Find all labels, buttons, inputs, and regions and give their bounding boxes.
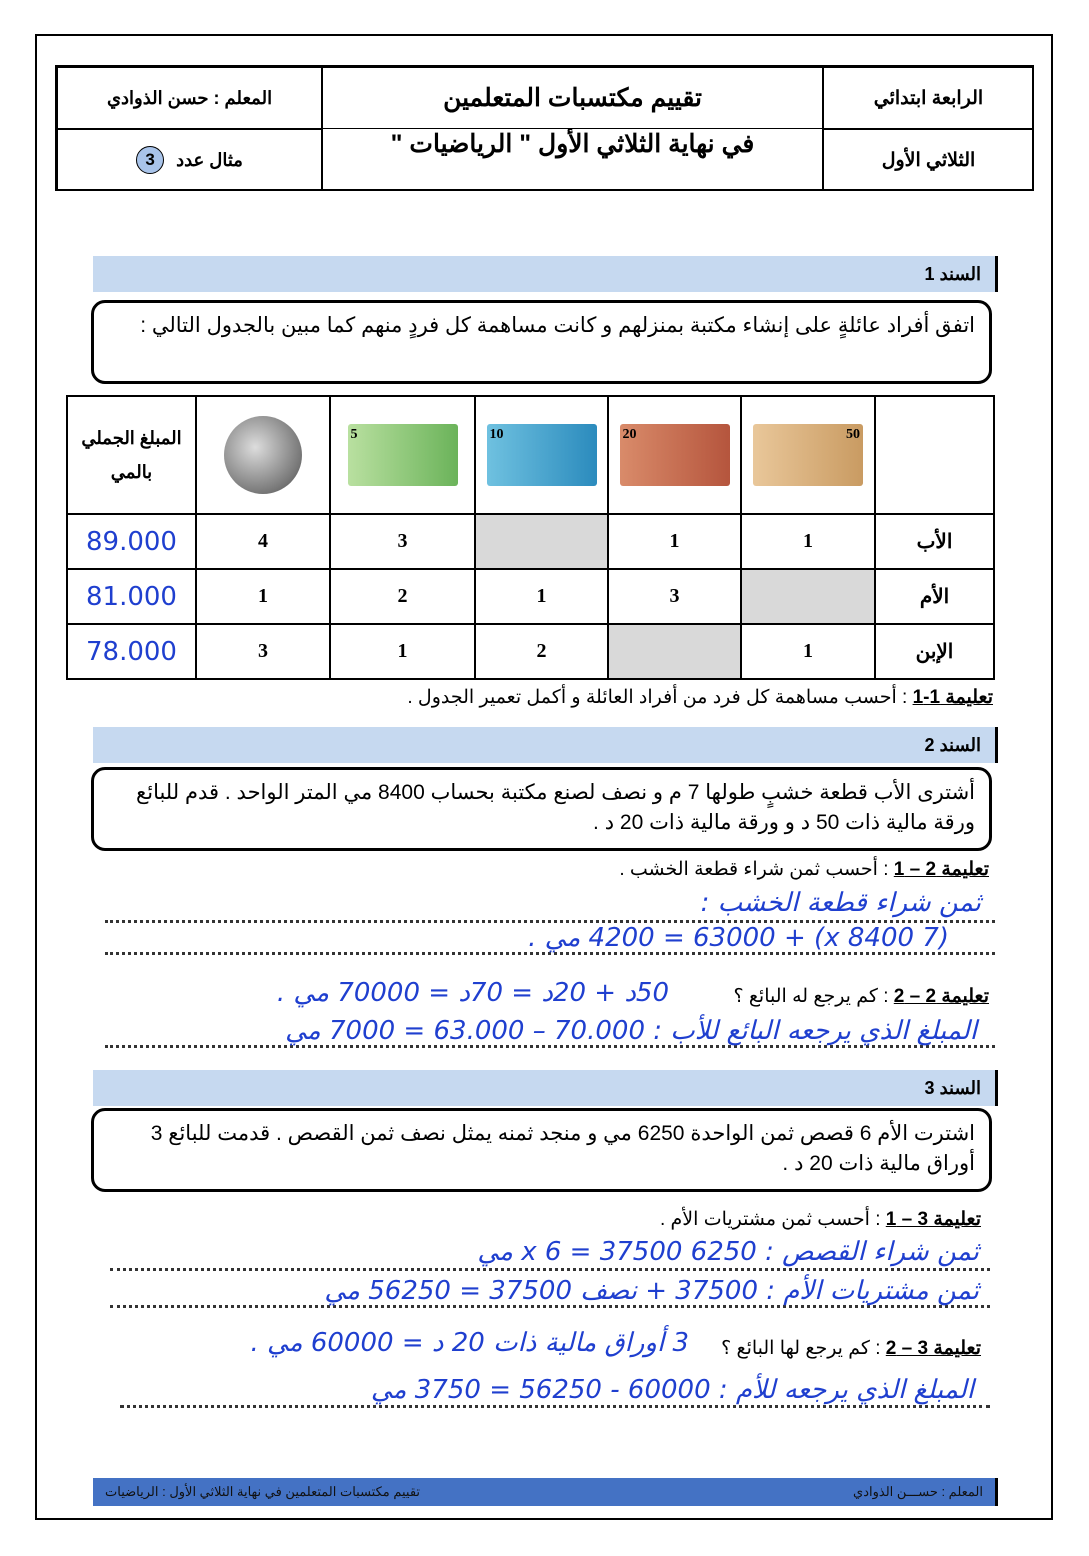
teacher-name: المعلم : حسن الذوادي bbox=[57, 67, 322, 129]
cell: 2 bbox=[330, 569, 475, 624]
banknote-20-icon bbox=[620, 424, 730, 486]
coin-icon bbox=[224, 416, 302, 494]
sanad-2-label: السند 2 bbox=[93, 727, 998, 763]
answer-line bbox=[120, 1405, 990, 1408]
cell: 1 bbox=[608, 514, 741, 569]
cell: 1 bbox=[330, 624, 475, 679]
total-header: المبلغ الجملي بالمي bbox=[67, 396, 196, 514]
title-line-2: في نهاية الثلاثي الأول " الرياضيات " bbox=[322, 129, 823, 191]
cell: 3 bbox=[196, 624, 330, 679]
cell-empty bbox=[475, 514, 608, 569]
member-cell: الإبن bbox=[875, 624, 994, 679]
instruction-text: : أحسب مساهمة كل فرد من أفراد العائلة و أكمل تعمير الجدول . bbox=[407, 687, 913, 708]
grade-level: الرابعة ابتدائي bbox=[823, 67, 1034, 129]
banknote-50-icon bbox=[753, 424, 863, 486]
sanad-1-text: اتفق أفراد عائلةٍ على إنشاء مكتبة بمنزلهم و كانت مساهمة كل فردٍ منهم كما مبين بالجدول التالي : bbox=[91, 300, 992, 384]
banknote-5-icon bbox=[348, 424, 458, 486]
instruction-text: : كم يرجع له البائع ؟ bbox=[733, 986, 894, 1007]
table-row bbox=[67, 514, 994, 569]
handwritten-answer: ثمن شراء القصص : 6250 x 6 = 37500 مي bbox=[477, 1237, 979, 1267]
table-row bbox=[67, 624, 994, 679]
instruction-number: تعليمة 3 – 2 bbox=[885, 1338, 981, 1359]
term: الثلاثي الأول bbox=[823, 129, 1034, 191]
cell: 1 bbox=[741, 514, 875, 569]
sanad-1-label: السند 1 bbox=[93, 256, 998, 292]
banknote-10-value: 10 bbox=[489, 427, 504, 442]
example-label: مثال عدد bbox=[176, 149, 243, 170]
empty-header-cell bbox=[875, 396, 994, 514]
cell-empty bbox=[608, 624, 741, 679]
banknote-20-value: 20 bbox=[622, 427, 637, 442]
instruction-number: تعليمة 3 – 1 bbox=[885, 1209, 981, 1230]
cell: 1 bbox=[196, 569, 330, 624]
contribution-table bbox=[66, 395, 995, 680]
instruction-1-1 bbox=[407, 686, 993, 709]
total-cell: 89.000 bbox=[67, 514, 196, 569]
instruction-number: تعليمة 2 – 2 bbox=[893, 986, 989, 1007]
handwritten-answer: 3 أوراق مالية ذات 20 د = 60000 مي . bbox=[250, 1328, 689, 1358]
example-number-badge: 3 bbox=[136, 146, 164, 174]
table-row bbox=[67, 569, 994, 624]
instruction-2-2 bbox=[733, 985, 989, 1008]
banknote-5-value: 5 bbox=[350, 427, 358, 442]
handwritten-answer: المبلغ الذي يرجعه للأم : 60000 - 56250 = 3750 مي bbox=[370, 1375, 974, 1405]
handwritten-answer: ثمن مشتريات الأم : 37500 + نصف 37500 = 56250 مي bbox=[324, 1276, 979, 1306]
instruction-text: : أحسب ثمن شراء قطعة الخشب . bbox=[619, 859, 894, 880]
cell-empty bbox=[741, 569, 875, 624]
sanad-3-label: السند 3 bbox=[93, 1070, 998, 1106]
answer-line bbox=[110, 1268, 990, 1271]
footer-title: تقييم مكتسبات المتعلمين في نهاية الثلاثي الأول : الرياضيات bbox=[105, 1484, 421, 1499]
header-table bbox=[55, 65, 1034, 191]
total-cell: 78.000 bbox=[67, 624, 196, 679]
instruction-2-1 bbox=[619, 858, 989, 881]
banknote-50-value: 50 bbox=[846, 427, 860, 442]
footer bbox=[93, 1478, 998, 1506]
handwritten-answer: المبلغ الذي يرجعه البائع للأب : 70.000 – 63.000 = 7000 مي bbox=[285, 1016, 977, 1046]
cell: 4 bbox=[196, 514, 330, 569]
cell: 1 bbox=[475, 569, 608, 624]
handwritten-answer: ثمن شراء قطعة الخشب : bbox=[700, 888, 981, 918]
cell: 2 bbox=[475, 624, 608, 679]
instruction-3-2 bbox=[721, 1337, 981, 1360]
sanad-2-text: أشترى الأب قطعة خشبٍ طولها 7 م و نصف لصنع مكتبة بحساب 8400 مي المتر الواحد . قدم للبائع ورقة مالية ذات 50 د و ورقة مالية ذات 20 د . bbox=[91, 767, 992, 851]
member-cell: الأب bbox=[875, 514, 994, 569]
instruction-number: تعليمة 1-1 bbox=[912, 687, 993, 708]
cell: 3 bbox=[608, 569, 741, 624]
cell: 1 bbox=[741, 624, 875, 679]
instruction-3-1 bbox=[660, 1208, 981, 1231]
member-cell: الأم bbox=[875, 569, 994, 624]
example-number bbox=[57, 129, 322, 191]
instruction-text: : كم يرجع لها البائع ؟ bbox=[721, 1338, 886, 1359]
handwritten-answer: (7 x 8400) + 4200 = 63000 مي . bbox=[528, 923, 949, 953]
instruction-number: تعليمة 2 – 1 bbox=[893, 859, 989, 880]
cell: 3 bbox=[330, 514, 475, 569]
title-line-1: تقييم مكتسبات المتعلمين bbox=[322, 67, 823, 129]
banknote-10-icon bbox=[487, 424, 597, 486]
instruction-text: : أحسب ثمن مشتريات الأم . bbox=[659, 1209, 886, 1230]
total-cell: 81.000 bbox=[67, 569, 196, 624]
footer-teacher: المعلم : حســـن الذوادي bbox=[853, 1484, 983, 1499]
sanad-3-text: اشترت الأم 6 قصص ثمن الواحدة 6250 مي و منجد ثمنه يمثل نصف ثمن القصص . قدمت للبائع 3 أوراق مالية ذات 20 د . bbox=[91, 1108, 992, 1192]
handwritten-answer: 50د + 20د = 70د = 70000 مي . bbox=[276, 978, 669, 1008]
